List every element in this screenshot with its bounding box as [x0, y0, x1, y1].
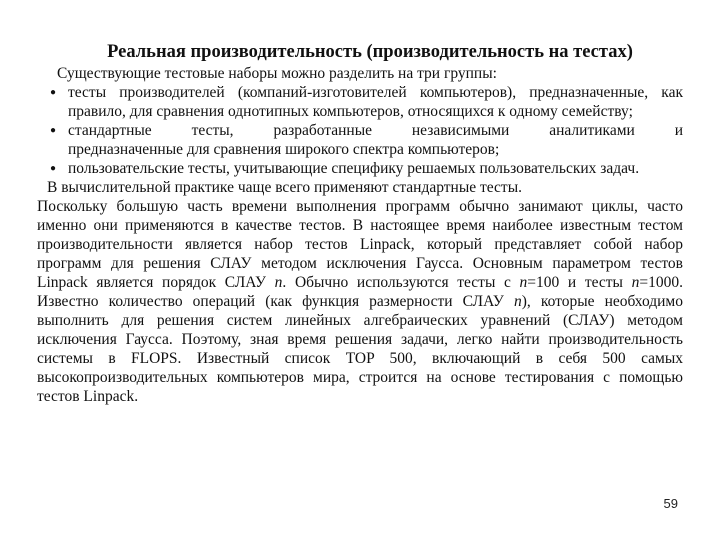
bullet-icon: ●: [50, 125, 57, 136]
variable-n: n: [631, 274, 640, 291]
list-item-text: тесты производителей (компаний-изготовителей компьютеров), предназначенные, как правило, для сравнения однотипных компьютеров, относящихся к одному семейству;: [68, 84, 683, 120]
list-item-text-line-2: предназначенные для сравнения широкого спектра компьютеров;: [68, 141, 500, 158]
test-groups-list: [37, 83, 683, 178]
practice-text: В вычислительной практике чаще всего применяют стандартные тесты.: [47, 179, 522, 196]
list-item-text-line-1: стандартные тесты, разработанные независимыми аналитиками и: [68, 122, 683, 139]
intro-text: Существующие тестовые наборы можно разделить на три группы:: [57, 65, 497, 82]
linpack-paragraph: [37, 197, 683, 406]
para-text: ), которые необходимо выполнить для решения систем линейных алгебраических уравнений (СЛАУ) методом исключения Гаусса. Поэтому, зная время решения задачи, легко найти производительность системы в FLOPS. Известный список TOP 500, включающий в себя 500 самых высокопроизводительных компьютеров мира, строится на основе тестирования с помощью тестов Linpack.: [37, 293, 683, 405]
list-item-text: пользовательские тесты, учитывающие специфику решаемых пользовательских задач.: [68, 160, 640, 177]
list-item: [37, 121, 683, 159]
para-text: =1000. Известно количество операций (как функция размерности СЛАУ: [37, 274, 683, 310]
variable-n: n: [274, 274, 283, 291]
variable-n: n: [519, 274, 528, 291]
slide-content: [37, 64, 683, 406]
para-text: =100 и тесты: [527, 274, 632, 291]
bullet-icon: ●: [50, 87, 57, 98]
list-item: [37, 83, 683, 121]
slide-title: Реальная производительность (производительность на тестах): [107, 42, 633, 62]
page-number: 59: [663, 496, 678, 511]
list-item: [37, 159, 683, 178]
variable-n: n: [513, 293, 522, 310]
bullet-icon: ●: [50, 163, 57, 174]
para-text: . Обычно используются тесты с: [282, 274, 520, 291]
para-text: Поскольку большую часть времени выполнения программ обычно занимают циклы, часто именно они применяются в качестве тестов. В настоящее время наиболее известным тестом производительности является набор тестов Linpack, который представляет собой набор программ для решения СЛАУ методом исключения Гаусса. Основным параметром тестов Linpack является порядок СЛАУ: [37, 198, 683, 291]
